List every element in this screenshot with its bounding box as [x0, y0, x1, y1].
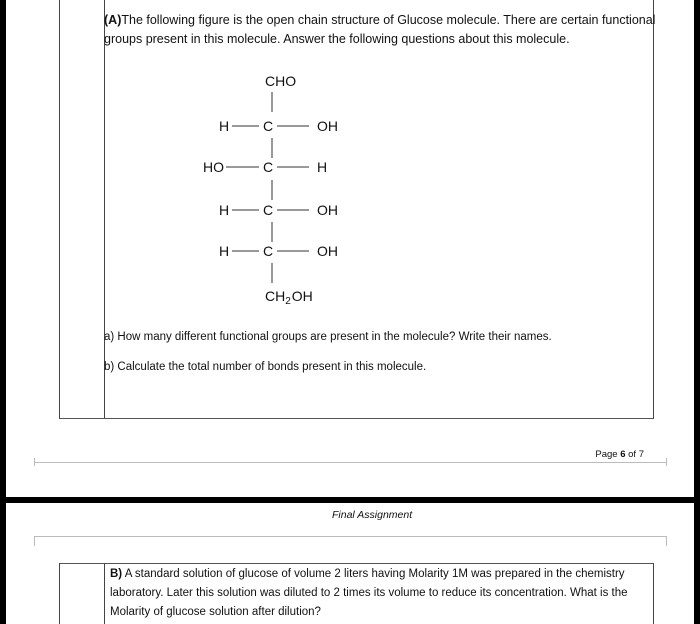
ch-text: CH [265, 288, 286, 304]
margin-mark-left [34, 458, 35, 466]
cho-group: CHO [265, 73, 297, 89]
row3-center: C [263, 202, 274, 218]
ch2oh-group [265, 288, 313, 307]
subscript-2: 2 [285, 296, 291, 307]
margin-mark-right [666, 458, 667, 466]
row2-right: H [317, 159, 328, 175]
table2-border-right [653, 563, 654, 624]
oh-text: OH [291, 288, 313, 304]
row4-center: C [263, 243, 274, 259]
table2-border-left [59, 563, 60, 624]
page-footer-rule [34, 462, 666, 463]
table-bottom-border [59, 418, 654, 419]
row2-center: C [263, 159, 274, 175]
header-mark-left [34, 536, 35, 546]
running-header: Final Assignment [332, 509, 413, 521]
question-b: B) A standard solution of glucose of volume 2 liters having Molarity 1M was prepared in the chemistry laboratory. Later this solution was diluted to 2 times its volume to reduce its concentration. What is the Molarity of glucose solution after dilution? [110, 568, 628, 618]
question-a-part-b: b) Calculate the total number of bonds present in this molecule. [104, 361, 427, 373]
row3-right: OH [317, 202, 338, 218]
question-a-heading: (A)The following figure is the open chain structure of Glucose molecule. There are certain functional groups present in this molecule. Answer the following questions about this molecule. [104, 13, 656, 46]
row4-right: OH [317, 243, 338, 259]
table2-column-divider [104, 563, 105, 624]
row1-left: H [219, 118, 230, 134]
row1-right: OH [317, 118, 338, 134]
row1-center: C [263, 118, 274, 134]
row4-left: H [219, 243, 230, 259]
question-a-part-a: a) How many different functional groups are present in the molecule? Write their names. [104, 331, 552, 343]
row3-left: H [219, 202, 230, 218]
header-mark-right [666, 536, 667, 546]
page-number: Page 6 of 7 [595, 449, 644, 460]
header-rule [34, 536, 666, 537]
row2-left: HO [203, 159, 224, 175]
table2-top-border [59, 563, 654, 564]
